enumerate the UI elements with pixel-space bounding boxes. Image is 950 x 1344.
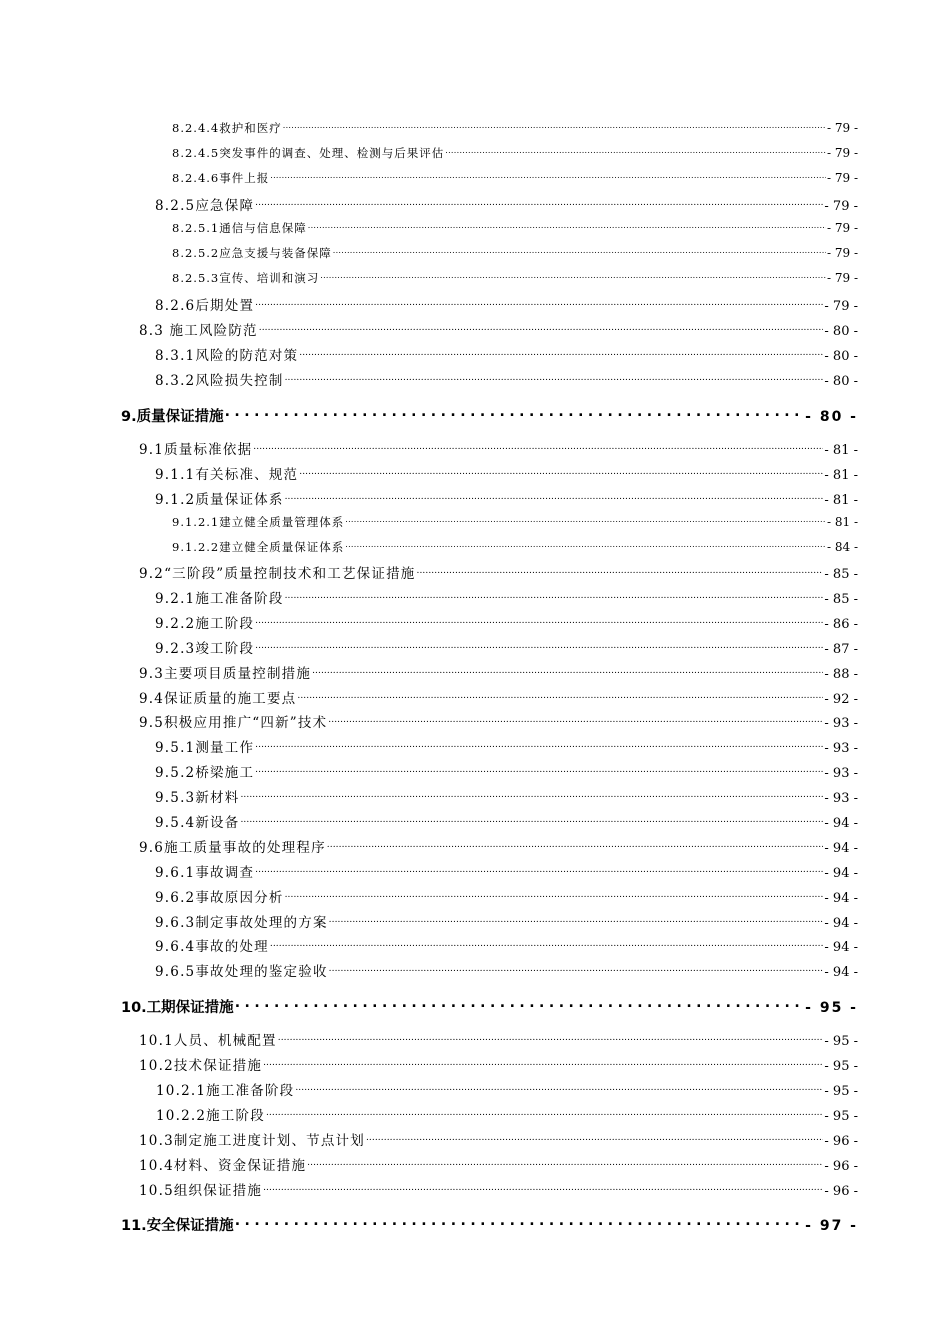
toc-entry-page: - 79 - [826,171,858,185]
toc-entry-page: - 94 - [824,841,858,856]
toc-entry[interactable] [139,1179,858,1199]
toc-entry-title: 9.2.1施工准备阶段 [155,591,284,607]
toc-leader-dots [259,322,824,336]
toc-chapter-entry[interactable] [121,996,858,1017]
toc-entry-page: - 85 - [824,567,858,582]
toc-entry-title: 9.5.3新材料 [155,790,240,806]
toc-leader-dots [285,372,824,386]
toc-entry-page: - 86 - [824,617,858,632]
toc-entry-title: 10.2.1施工准备阶段 [156,1083,295,1099]
toc-entry-page: - 80 - [824,374,858,389]
toc-entry[interactable] [155,761,858,781]
toc-chapter-entry[interactable] [121,1214,858,1235]
toc-leader-dots [299,466,823,480]
toc-leader-dots [255,864,823,878]
toc-leader-dots [263,1182,823,1196]
toc-leader-dots [312,665,823,679]
toc-leader-dots [299,347,823,361]
toc-entry[interactable] [155,369,858,389]
toc-leader-dots [295,1082,823,1096]
toc-entry-page: - 94 - [824,816,858,831]
toc-entry-title: 9.6.3制定事故处理的方案 [155,915,328,931]
toc-leader-dots [283,121,826,133]
toc-entry[interactable] [155,811,858,831]
toc-leader-dots [333,246,826,258]
toc-entry[interactable] [155,587,858,607]
toc-entry[interactable] [172,120,858,136]
toc-entry-title: 8.3 施工风险防范 [139,323,258,339]
toc-entry-page: - 94 - [824,916,858,931]
toc-entry-page: - 87 - [824,642,858,657]
toc-entry[interactable] [172,270,858,286]
toc-leader-dots [255,297,823,311]
toc-entry-title: 8.3.2风险损失控制 [155,373,284,389]
toc-leader-dots [270,171,826,183]
toc-leader-dots [285,491,824,505]
toc-entry-page: - 96 - [824,1134,858,1149]
toc-leader-dots [285,889,824,903]
toc-entry-page: - 79 - [826,146,858,160]
toc-entry-title: 10.4材料、资金保证措施 [139,1158,307,1174]
toc-entry-page: - 84 - [826,540,858,554]
toc-leader-dots [329,914,824,928]
toc-entry-page: - 81 - [824,493,858,508]
toc-entry-page: - 97 - [805,1218,858,1234]
toc-entry[interactable] [155,294,858,314]
toc-leader-dots [345,540,826,552]
toc-entry-title: 9.1.2.2建立健全质量保证体系 [172,540,345,554]
toc-entry-page: - 95 - [824,1109,858,1124]
toc-entry-title: 9.3主要项目质量控制措施 [139,666,312,682]
toc-entry-title: 9.6.4事故的处理 [155,939,269,955]
toc-entry-title: 9.4保证质量的施工要点 [139,691,297,707]
toc-entry-page: - 95 - [824,1034,858,1049]
toc-entry-title: 9.5.4新设备 [155,815,240,831]
toc-leader-dots [225,407,805,422]
toc-leader-dots [263,1057,823,1071]
toc-leader-dots [329,963,824,977]
toc-entry[interactable] [172,539,858,555]
toc-entry-title: 8.2.5应急保障 [155,198,255,214]
toc-leader-dots [235,1216,804,1231]
toc-entry-title: 10.5组织保证措施 [139,1183,263,1199]
toc-entry-page: - 81 - [824,443,858,458]
toc-entry-title: 9.6.2事故原因分析 [155,890,284,906]
toc-entry-title: 9.1质量标准依据 [139,442,253,458]
toc-leader-dots [366,1132,823,1146]
toc-entry[interactable] [155,886,858,906]
toc-entry-page: - 94 - [824,866,858,881]
toc-leader-dots [320,271,826,283]
toc-entry-page: - 96 - [824,1159,858,1174]
toc-entry[interactable] [155,911,858,931]
toc-leader-dots [445,146,826,158]
toc-leader-dots [266,1107,823,1121]
toc-leader-dots [307,1157,823,1171]
toc-entry-page: - 95 - [805,1000,858,1016]
toc-entry[interactable] [172,245,858,261]
toc-entry-page: - 93 - [824,766,858,781]
toc-leader-dots [255,764,823,778]
toc-entry[interactable] [155,861,858,881]
toc-entry[interactable] [156,1104,858,1124]
toc-leader-dots [327,839,824,853]
toc-entry-page: - 94 - [824,940,858,955]
toc-entry[interactable] [155,344,858,364]
toc-entry[interactable] [172,220,858,236]
toc-leader-dots [255,640,823,654]
toc-entry-title: 9.5.1测量工作 [155,740,255,756]
toc-entry-page: - 94 - [824,965,858,980]
toc-entry-page: - 80 - [805,409,858,425]
toc-entry-title: 9.2.3竣工阶段 [155,641,255,657]
toc-entry[interactable] [172,170,858,186]
toc-entry-page: - 80 - [824,324,858,339]
toc-entry-page: - 85 - [824,592,858,607]
toc-entry-page: - 93 - [824,791,858,806]
toc-entry[interactable] [139,438,858,458]
toc-leader-dots [328,714,823,728]
toc-entry-title: 9.2.2施工阶段 [155,616,255,632]
toc-entry-title: 9.6.5事故处理的鉴定验收 [155,964,328,980]
toc-entry-title: 10.2技术保证措施 [139,1058,263,1074]
toc-entry-title: 9.1.2质量保证体系 [155,492,284,508]
toc-entry-title: 9.5积极应用推广“四新”技术 [139,715,328,731]
toc-entry[interactable] [139,1029,858,1049]
toc-entry-page: - 95 - [824,1084,858,1099]
toc-leader-dots [253,441,823,455]
toc-entry[interactable] [155,463,858,483]
toc-entry[interactable] [155,612,858,632]
toc-entry-title: 9.质量保证措施 [121,409,224,425]
toc-entry[interactable] [155,960,858,980]
toc-entry-page: - 79 - [826,246,858,260]
toc-leader-dots [255,739,823,753]
toc-leader-dots [416,565,823,579]
toc-entry-title: 10.工期保证措施 [121,1000,234,1016]
toc-entry[interactable] [156,1079,858,1099]
toc-leader-dots [255,615,823,629]
toc-entry-page: - 79 - [826,271,858,285]
toc-entry-title: 9.1.1有关标准、规范 [155,467,299,483]
toc-entry-title: 9.6.1事故调查 [155,865,255,881]
toc-entry[interactable] [139,711,858,731]
toc-entry-title: 8.2.5.3宣传、培训和演习 [172,271,320,285]
toc-entry-page: - 93 - [824,716,858,731]
toc-entry-title: 11.安全保证措施 [121,1218,234,1234]
toc-entry-title: 8.2.4.5突发事件的调查、处理、检测与后果评估 [172,146,445,160]
toc-leader-dots [345,515,826,527]
toc-entry[interactable] [139,562,858,582]
toc-entry[interactable] [172,145,858,161]
toc-entry-page: - 95 - [824,1059,858,1074]
toc-entry-page: - 79 - [824,199,858,214]
toc-entry[interactable] [172,514,858,530]
toc-entry-page: - 81 - [824,468,858,483]
toc-leader-dots [278,1032,824,1046]
toc-entry[interactable] [139,687,858,707]
toc-entry-title: 9.5.2桥梁施工 [155,765,255,781]
toc-leader-dots [308,221,826,233]
toc-entry[interactable] [155,786,858,806]
toc-entry-page: - 79 - [826,121,858,135]
toc-leader-dots [240,814,823,828]
toc-leader-dots [235,998,804,1013]
toc-entry[interactable] [139,662,858,682]
toc-chapter-entry[interactable] [121,405,858,426]
toc-entry[interactable] [155,935,858,955]
toc-entry[interactable] [139,1054,858,1074]
toc-entry[interactable] [155,736,858,756]
toc-entry-title: 8.2.5.1通信与信息保障 [172,221,307,235]
toc-entry-title: 8.2.4.6事件上报 [172,171,270,185]
toc-entry-title: 10.3制定施工进度计划、节点计划 [139,1133,365,1149]
toc-entry-page: - 79 - [824,299,858,314]
toc-entry[interactable] [139,836,858,856]
toc-entry-title: 8.2.4.4救护和医疗 [172,121,282,135]
toc-entry-title: 9.2“三阶段”质量控制技术和工艺保证措施 [139,566,416,582]
toc-entry[interactable] [139,319,858,339]
toc-entry-title: 8.3.1风险的防范对策 [155,348,299,364]
toc-entry[interactable] [139,1154,858,1174]
toc-entry-page: - 79 - [826,221,858,235]
toc-entry-page: - 96 - [824,1184,858,1199]
toc-entry-title: 9.6施工质量事故的处理程序 [139,840,326,856]
toc-entry-page: - 94 - [824,891,858,906]
toc-entry-title: 8.2.5.2应急支援与装备保障 [172,246,332,260]
toc-leader-dots [285,590,824,604]
toc-entry-title: 10.1人员、机械配置 [139,1033,277,1049]
toc-entry-page: - 92 - [824,692,858,707]
toc-entry-title: 9.1.2.1建立健全质量管理体系 [172,515,345,529]
toc-entry-title: 8.2.6后期处置 [155,298,255,314]
toc-entry-page: - 80 - [824,349,858,364]
toc-leader-dots [297,690,823,704]
toc-entry[interactable] [155,194,858,214]
toc-entry[interactable] [155,637,858,657]
toc-entry[interactable] [139,1129,858,1149]
toc-entry[interactable] [155,488,858,508]
toc-leader-dots [255,197,823,211]
toc-entry-page: - 81 - [826,515,858,529]
toc-entry-page: - 88 - [824,667,858,682]
toc-leader-dots [270,938,824,952]
toc-entry-title: 10.2.2施工阶段 [156,1108,265,1124]
toc-entry-page: - 93 - [824,741,858,756]
toc-leader-dots [240,789,823,803]
